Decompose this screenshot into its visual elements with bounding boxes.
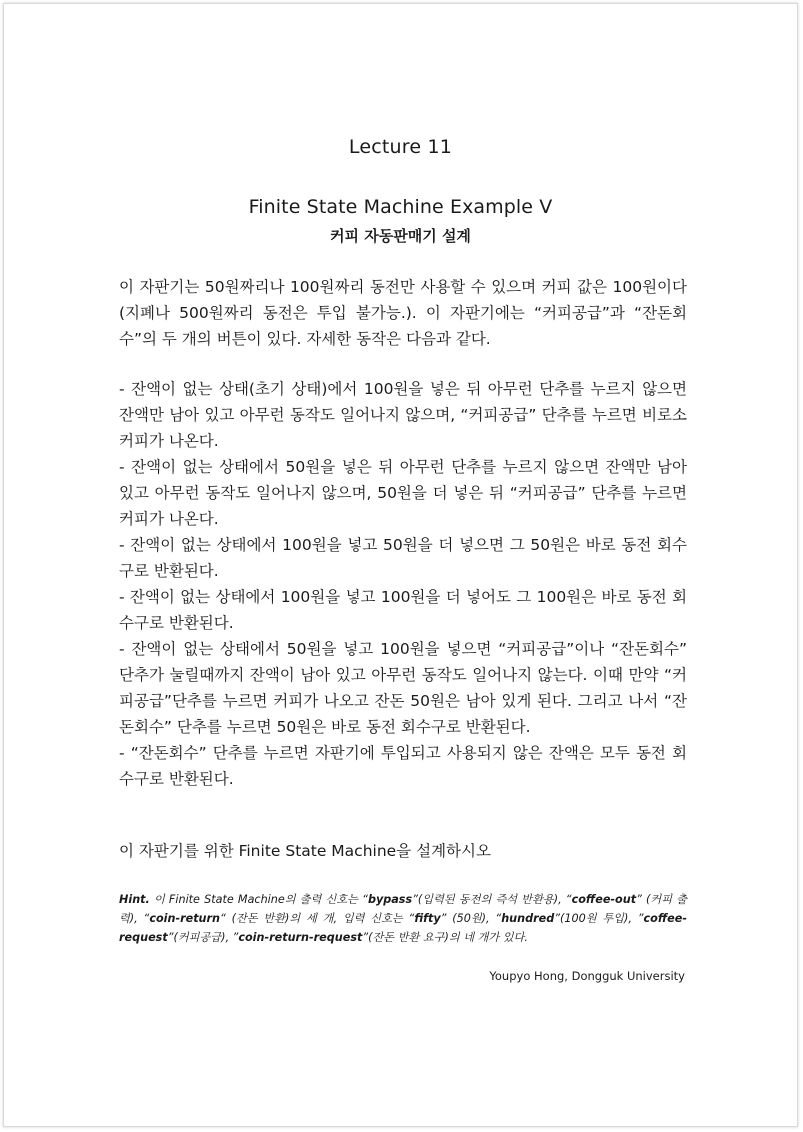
signal-bypass: bypass [367,893,413,906]
document-page [3,3,798,1127]
hint-text: ”(잔돈 반환 요구)의 네 개가 있다. [362,931,528,944]
hint-text: ” (50원), “ [440,912,502,925]
lecture-number: Lecture 11 [348,136,453,158]
intro-paragraph [119,274,687,352]
task-text: 이 자판기를 위한 Finite State Machine을 설계하시오 [119,842,491,860]
rule-item: - 잔액이 없는 상태(초기 상태)에서 100원을 넣은 뒤 아무런 단추를 누르지 않으면 잔액만 남아 있고 아무런 동작도 일어나지 않으며, “커피공급” 단추를 누르면 비로소 커피가 나온다. [119,380,687,450]
intro-text: 이 자판기는 50원짜리나 100원짜리 동전만 사용할 수 있으며 커피 값은 100원이다 (지폐나 500원짜리 동전은 투입 불가능.). 이 자판기에는 “커피공급”과 “잔돈회수”의 두 개의 버튼이 있다. 자세한 동작은 다음과 같다. [119,278,687,348]
rule-item: - 잔액이 없는 상태에서 50원을 넣은 뒤 아무런 단추를 누르지 않으면 잔액만 남아 있고 아무런 동작도 일어나지 않으며, 50원을 더 넣은 뒤 “커피공급” 단추를 누르면 커피가 나온다. [119,458,687,528]
rule-item: - “잔돈회수” 단추를 누르면 자판기에 투입되고 사용되지 않은 잔액은 모두 동전 회수구로 반환된다. [119,744,687,788]
signal-coin-return: coin-return [149,912,221,925]
signal-hundred: hundred [501,912,555,925]
page-subtitle: 커피 자동판매기 설계 [330,227,471,245]
signal-coffee-out: coffee-out [571,893,637,906]
signal-fifty: fifty [414,912,441,925]
hint-text: “ (잔돈 반환)의 세 개, 입력 신호는 “ [220,912,415,925]
rule-item: - 잔액이 없는 상태에서 100원을 넣고 50원을 더 넣으면 그 50원은 바로 동전 회수구로 반환된다. [119,536,687,580]
hint-label: Hint. [119,893,150,906]
hint-text: ”(100원 투입), ” [554,912,644,925]
page-title: Finite State Machine Example V [248,196,553,218]
rule-item: - 잔액이 없는 상태에서 50원을 넣고 100원을 넣으면 “커피공급”이나 “잔돈회수” 단추가 눌릴때까지 잔액이 남아 있고 아무런 동작도 일어나지 않는다. 이때 만약 “커피공급”단추를 누르면 커피가 나오고 잔돈 50원은 남아 있게 된다. 그리고 나서 “잔돈회수” 단추를 누르면 50원은 바로 동전 회수구로 반환된다. [119,640,687,736]
hint-text: ” (커피 출력), “ [119,893,688,925]
task-paragraph [119,838,687,864]
hint-text: ”(커피공급), ” [167,931,239,944]
signal-coin-return-request: coin-return-request [238,931,363,944]
rule-item: - 잔액이 없는 상태에서 100원을 넣고 100원을 더 넣어도 그 100원은 바로 동전 회수구로 반환된다. [119,588,687,632]
author-credit: Youpyo Hong, Dongguk University [489,969,685,983]
hint-paragraph [119,890,687,947]
hint-text: ”(입력된 동전의 즉석 반환용), “ [412,893,572,906]
rules-list [119,376,687,792]
hint-text: 이 Finite State Machine의 출력 신호는 “ [149,893,368,906]
signal-coffee-request: coffee-request [119,912,687,944]
